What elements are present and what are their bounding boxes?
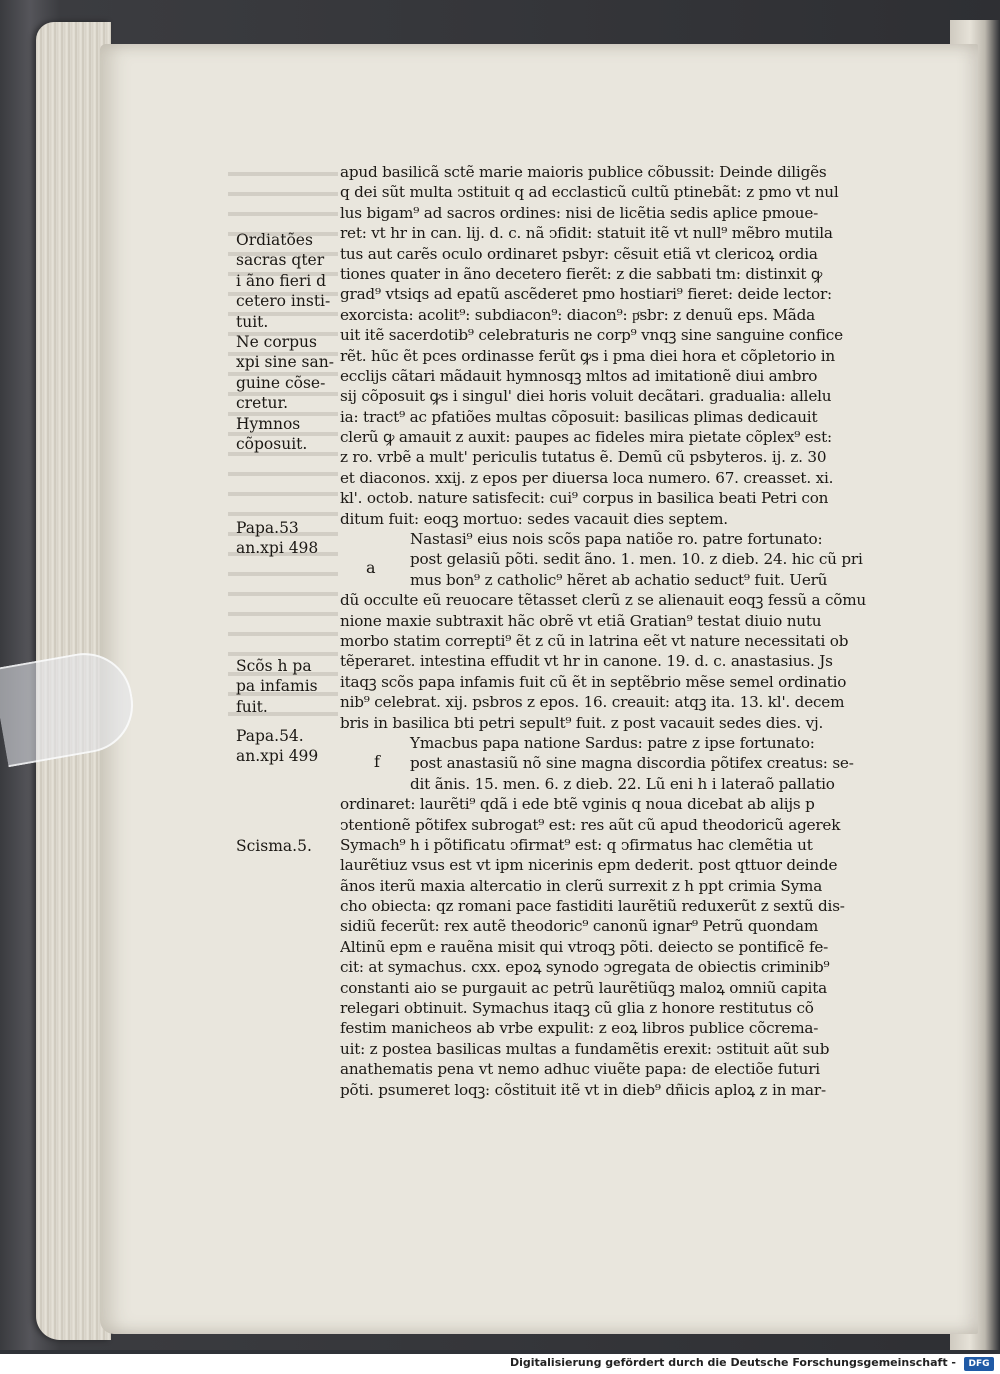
text-line: mus bon⁹ z catholic⁹ hẽret ab achatio seduct⁹ fuit. Uerũ bbox=[410, 570, 828, 589]
text-line: ditum fuit: eoqꝫ mortuo: sedes vacauit dies septem. bbox=[340, 509, 728, 528]
text-line bbox=[340, 1100, 908, 1120]
text-line: post anastasiũ nõ sine magna discordia põtifex creatus: se- bbox=[410, 754, 854, 773]
text-line: apud basilicã sctẽ marie maioris publice cõbussit: Deinde diligẽs bbox=[340, 163, 827, 181]
text-line: laurẽtiuz vsus est vt ipm nicerinis epm dederit. post qttuor deinde bbox=[340, 856, 838, 875]
main-text-block bbox=[340, 162, 908, 1120]
text-line: exorcista: acolit⁹: subdiacon⁹: diacon⁹: pͦsbr: z denuũ eps. Mãda bbox=[340, 305, 816, 324]
text-line: Altinũ epm e rauẽna misit qui vtroqꝫ põti. deiecto se pontificẽ fe- bbox=[340, 937, 829, 956]
text-line: Ymacbus papa natione Sardus: patre z ipse fortunato: bbox=[410, 733, 815, 752]
text-line: ecclijs cãtari mãdauit hymnosqꝫ mltos ad imitationẽ diui ambro bbox=[340, 366, 818, 385]
section-letter-a: a bbox=[366, 558, 376, 577]
text-line: põti. psumeret loqꝫ: cõstituit itẽ vt in dieb⁹ dñicis aploꝝ z in mar- bbox=[340, 1080, 826, 1099]
text-line: grad⁹ vtsiqs ad epatũ ascẽderet pmo hostiari⁹ fieret: deide lector: bbox=[340, 285, 832, 304]
text-line: rẽt. hũc ẽt pces ordinasse ferũt ꝙs i pma diei hora et cõpletorio in bbox=[340, 346, 836, 365]
margin-note-ordinationes bbox=[236, 230, 330, 332]
margin-line: Papa.54. bbox=[236, 727, 304, 745]
margin-line: Ne corpus bbox=[236, 333, 317, 351]
margin-line: i ãno fieri d bbox=[236, 271, 327, 290]
text-line: q dei sũt multa ↄstituit q ad ecclasticũ cultũ ptinebãt: z pmo vt nul bbox=[340, 183, 839, 202]
text-line: Nastasi⁹ eius nois scõs papa natiõe ro. patre fortunato: bbox=[410, 530, 823, 549]
margin-note-scisma bbox=[236, 836, 312, 856]
text-line: dũ occulte eũ reuocare tẽtasset clerũ z se alienauit eoqꝫ fessũ a cõmu bbox=[340, 591, 866, 610]
margin-line: Scisma.5. bbox=[236, 837, 312, 855]
text-line: tus aut carẽs oculo ordinaret psbyr: cẽsuit etiã vt clericoꝝ ordia bbox=[340, 244, 818, 263]
text-line: lus bigam⁹ ad sacros ordines: nisi de licẽtia sedis aplice pmoue- bbox=[340, 203, 819, 222]
text-line: nione maxie subtraxit hãc obrẽ vt etiã Gratian⁹ testat diuio nutu bbox=[340, 611, 822, 630]
text-line: morbo statim correpti⁹ ẽt z cũ in latrina eẽt vt nature necessitati ob bbox=[340, 631, 849, 650]
text-line: ãnos iterũ maxia altercatio in clerũ surrexit z h ppt crimia Syma bbox=[340, 876, 823, 895]
text-line: sidiũ fecerũt: rex autẽ theodoric⁹ canonũ ignar⁹ Petrũ quondam bbox=[340, 917, 819, 936]
margin-note-papa-53 bbox=[236, 518, 318, 559]
text-line: cit: at symachus. cxx. epoꝝ synodo ↄgregata de obiectis criminib⁹ bbox=[340, 958, 830, 977]
margin-note-infamis bbox=[236, 656, 318, 717]
margin-line: Scõs h pa bbox=[236, 657, 312, 675]
text-line: itaqꝫ scõs papa infamis fuit cũ ẽt in septẽbrio mẽse semel ordinatio bbox=[340, 672, 847, 691]
text-line: ordinaret: laurẽti⁹ qdã i ede btẽ vginis q noua dicebat ab alijs p bbox=[340, 795, 815, 814]
text-line: constanti aio se purgauit ac petrũ laurẽtiũqꝫ maloꝝ omniũ capita bbox=[340, 978, 827, 997]
text-line: et diaconos. xxij. z epos per diuersa loca numero. 67. creasset. xi. bbox=[340, 468, 834, 487]
margin-line: guine cõse- bbox=[236, 373, 326, 392]
text-line: relegari obtinuit. Symachus itaqꝫ cũ glia z honore restitutus cõ bbox=[340, 999, 814, 1018]
text-line: tẽperaret. intestina effudit vt hr in canone. 19. d. c. anastasius. Js bbox=[340, 652, 833, 671]
margin-line: an.xpi 499 bbox=[236, 747, 319, 766]
text-line: dit ãnis. 15. men. 6. z dieb. 22. Lũ eni h i lateraõ pallatio bbox=[410, 774, 835, 793]
text-line: ↄtentionẽ põtifex subrogat⁹ est: res aũt cũ apud theodoricũ agerek bbox=[340, 815, 841, 834]
margin-line: Hymnos bbox=[236, 415, 301, 433]
dfg-logo-icon: DFG bbox=[964, 1357, 994, 1371]
margin-line: Ordiatões bbox=[236, 231, 313, 249]
margin-line: Papa.53 bbox=[236, 519, 299, 537]
text-line: clerũ ꝙ amauit z auxit: paupes ac fideles mira pietate cõplex⁹ est: bbox=[340, 428, 832, 447]
text-line: ia: tract⁹ ac pfatiões multas cõposuit: basilicas plimas dedicauit bbox=[340, 407, 818, 426]
text-line: kl'. octob. nature satisfecit: cui⁹ corpus in basilica beati Petri con bbox=[340, 489, 829, 508]
section-letter-f: f bbox=[374, 752, 380, 771]
margin-note-corpus bbox=[236, 332, 334, 414]
text-line: festim manicheos ab vrbe expulit: z eoꝝ libros publice cõcrema- bbox=[340, 1019, 819, 1038]
text-line: Symach⁹ h i põtificatu ↄfirmat⁹ est: q ↄfirmatus hac clemẽtia ut bbox=[340, 835, 813, 854]
margin-line: xpi sine san- bbox=[236, 353, 334, 372]
funding-credit: Digitalisierung gefördert durch die Deutsche Forschungsgemeinschaft - bbox=[509, 1356, 956, 1369]
text-line: uit: z postea basilicas multas a fundamẽtis erexit: ↄstituit aũt sub bbox=[340, 1039, 830, 1058]
text-line: ret: vt hr in can. lij. d. c. nã ↄfidit: statuit itẽ vt null⁹ mẽbro mutila bbox=[340, 224, 833, 243]
footer-bar bbox=[0, 1354, 1000, 1374]
text-line: uit itẽ sacerdotib⁹ celebraturis ne corp⁹ vnqꝫ sine sanguine confice bbox=[340, 326, 843, 345]
margin-line: cetero insti- bbox=[236, 292, 331, 311]
text-line: tiones quater in ãno decetero fierẽt: z die sabbati tm: distinxit ꝙ bbox=[340, 264, 823, 283]
text-line: sij cõposuit ꝙs i singul' diei horis voluit decãtari. gradualia: allelu bbox=[340, 387, 832, 406]
text-line: cho obiecta: qz romani pace fastiditi laurẽtiũ reduxerũt z sextũ dis- bbox=[340, 897, 845, 916]
margin-note-papa-54 bbox=[236, 726, 318, 767]
margin-line: sacras qter bbox=[236, 251, 325, 270]
margin-line: fuit. bbox=[236, 697, 268, 716]
text-line: post gelasiũ põti. sedit ãno. 1. men. 10. z dieb. 24. hic cũ pri bbox=[410, 550, 863, 569]
text-line: z ro. vrbẽ a mult' periculis tutatus ẽ. Demũ cũ psbyteros. ij. z. 30 bbox=[340, 448, 827, 467]
margin-line: an.xpi 498 bbox=[236, 539, 319, 558]
margin-note-hymnos bbox=[236, 414, 307, 455]
margin-line: pa infamis bbox=[236, 677, 318, 696]
margin-line: tuit. bbox=[236, 312, 269, 331]
text-line: bris in basilica bti petri sepult⁹ fuit. z post vacauit sedes dies. vj. bbox=[340, 713, 824, 732]
margin-line: cretur. bbox=[236, 394, 289, 413]
margin-line: cõposuit. bbox=[236, 435, 308, 454]
text-line: anathematis pena vt nemo adhuc viuẽte papa: de electiõe futuri bbox=[340, 1060, 820, 1079]
text-line: nib⁹ celebrat. xij. psbros z epos. 16. creauit: atqꝫ ita. 13. kl'. decem bbox=[340, 693, 845, 712]
